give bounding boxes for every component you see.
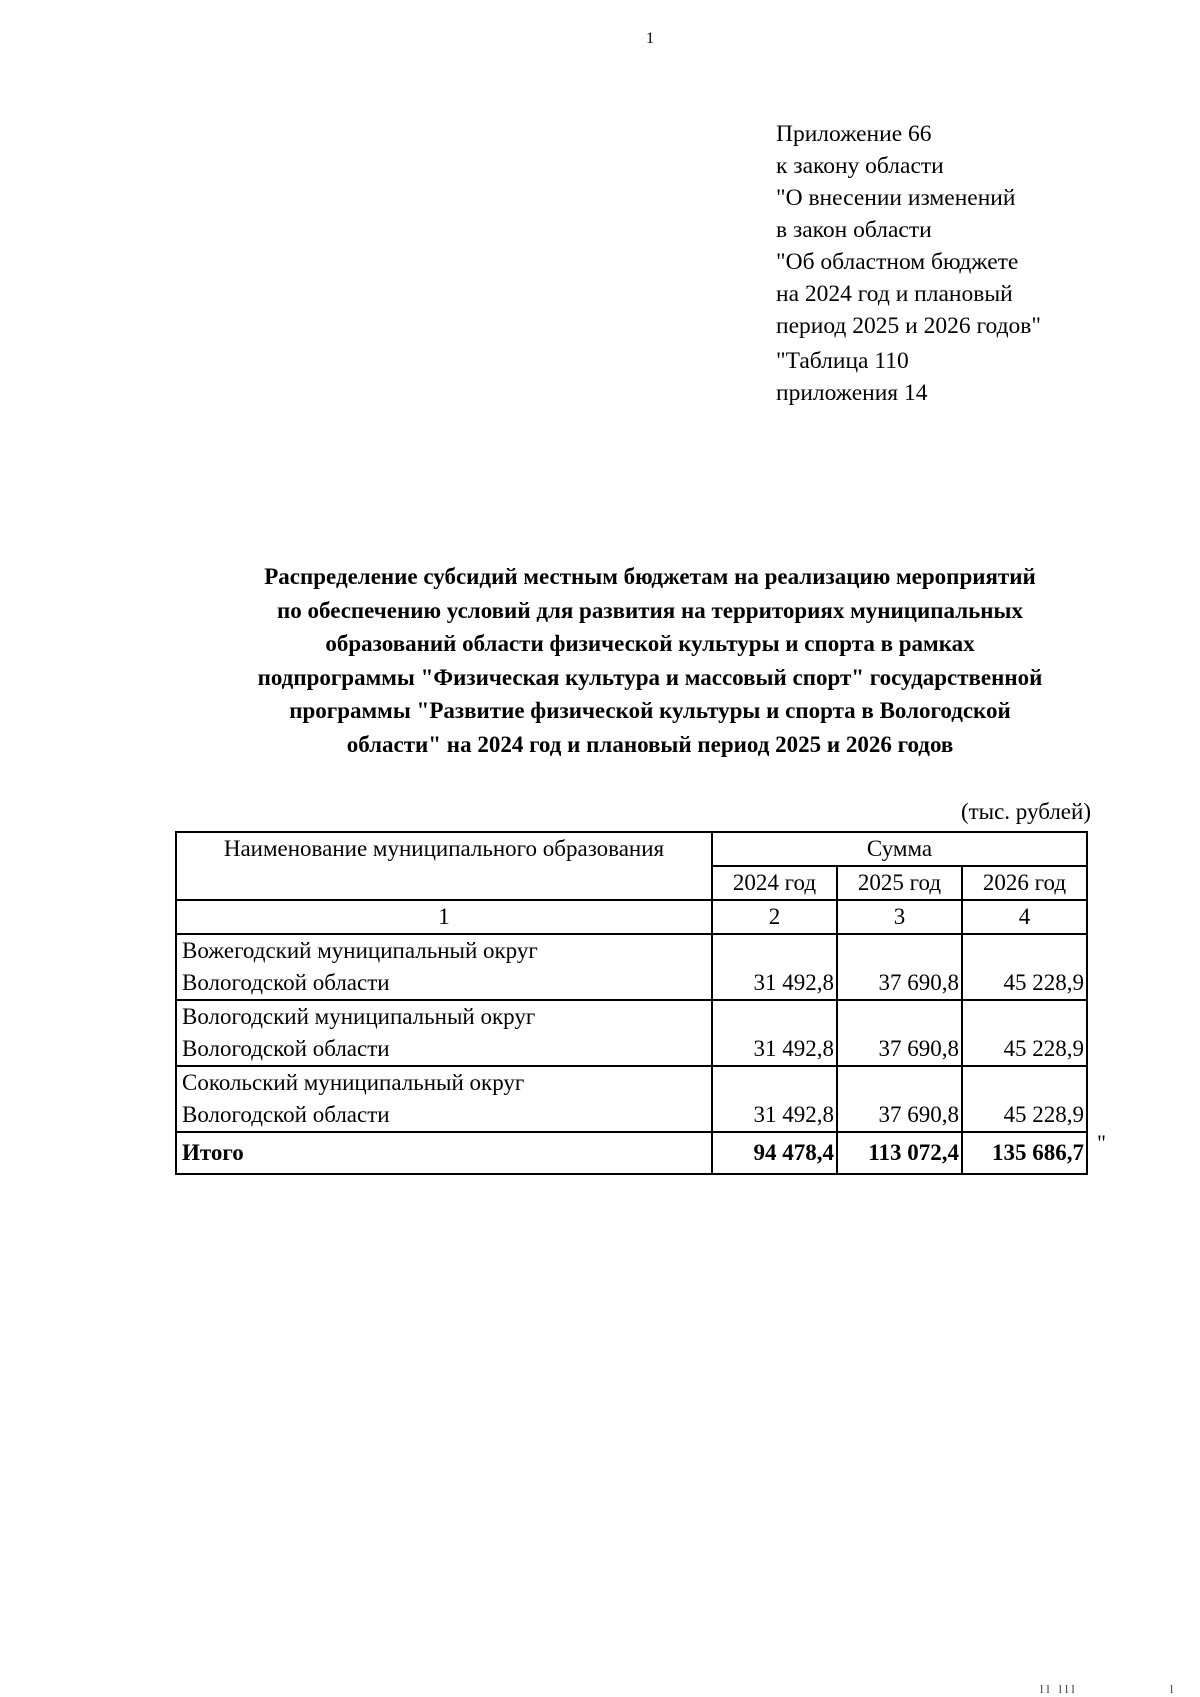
header-name-cell: Наименование муниципального образования [176,832,712,900]
appendix-line: период 2025 и 2026 годов" [776,313,1041,339]
total-label-cell: Итого [176,1132,712,1174]
municipality-name-line: Сокольский муниципальный округ [182,1070,525,1095]
value-cell: 37 690,8 [837,1066,962,1132]
appendix-line: в закон области [776,217,932,243]
value-cell: 31 492,8 [712,1066,837,1132]
title-line: программы "Развитие физической культуры и спорта в Вологодской [289,698,1011,723]
header-year-cell: 2025 год [837,866,962,900]
footer-scan-mark: l [1170,1682,1174,1696]
appendix-line: "Об областном бюджете [776,249,1019,275]
value-cell: 37 690,8 [837,1000,962,1066]
municipality-name-cell [176,934,712,1000]
total-value-cell: 135 686,7 [962,1132,1087,1174]
column-number-cell: 4 [962,900,1087,934]
appendix-line: Приложение 66 [776,121,932,147]
column-number-cell: 1 [176,900,712,934]
municipality-name-cell [176,1066,712,1132]
municipality-name-line: Вологодский муниципальный округ [182,1004,536,1029]
municipality-name-line: Вологодской области [182,1102,390,1127]
municipality-name-line: Вологодской области [182,1036,390,1061]
value-cell: 45 228,9 [962,934,1087,1000]
header-sum-cell: Сумма [712,832,1087,866]
total-value-cell: 113 072,4 [837,1132,962,1174]
document-title [150,560,1150,761]
total-value-cell: 94 478,4 [712,1132,837,1174]
closing-quote: " [1097,1130,1106,1155]
table-row [176,1066,1087,1132]
table-row [176,1000,1087,1066]
column-number-row [176,900,1087,934]
value-cell: 31 492,8 [712,934,837,1000]
header-year-cell: 2024 год [712,866,837,900]
title-line: Распределение субсидий местным бюджетам на реализацию мероприятий [264,564,1036,589]
municipality-name-line: Вологодской области [182,970,390,995]
title-line: области" на 2024 год и плановый период 2025 и 2026 годов [346,731,954,757]
municipality-name-line: Вожегодский муниципальный округ [182,938,538,963]
value-cell: 45 228,9 [962,1066,1087,1132]
table-header-row [176,832,1087,866]
title-line: образований области физической культуры и спорта в рамках [325,631,975,656]
table-row [176,934,1087,1000]
table-ref-line: приложения 14 [776,380,928,406]
appendix-line: "О внесении изменений [776,185,1016,211]
units-label: (тыс. рублей) [960,799,1091,824]
value-cell: 37 690,8 [837,934,962,1000]
page-number: 1 [646,30,654,47]
total-row [176,1132,1087,1174]
subsidy-table [175,831,1088,1175]
value-cell: 31 492,8 [712,1000,837,1066]
title-line: подпрограммы "Физическая культура и массовый спорт" государственной [257,664,1043,690]
column-number-cell: 3 [837,900,962,934]
appendix-reference [776,118,1041,409]
title-line: по обеспечению условий для развития на территориях муниципальных [277,597,1023,623]
header-year-cell: 2026 год [962,866,1087,900]
municipality-name-cell [176,1000,712,1066]
footer-scan-marks: ll lll [1040,1682,1078,1696]
appendix-line: на 2024 год и плановый [776,281,1013,307]
column-number-cell: 2 [712,900,837,934]
appendix-line: к закону области [776,153,944,179]
table-ref-line: "Таблица 110 [776,348,909,374]
value-cell: 45 228,9 [962,1000,1087,1066]
